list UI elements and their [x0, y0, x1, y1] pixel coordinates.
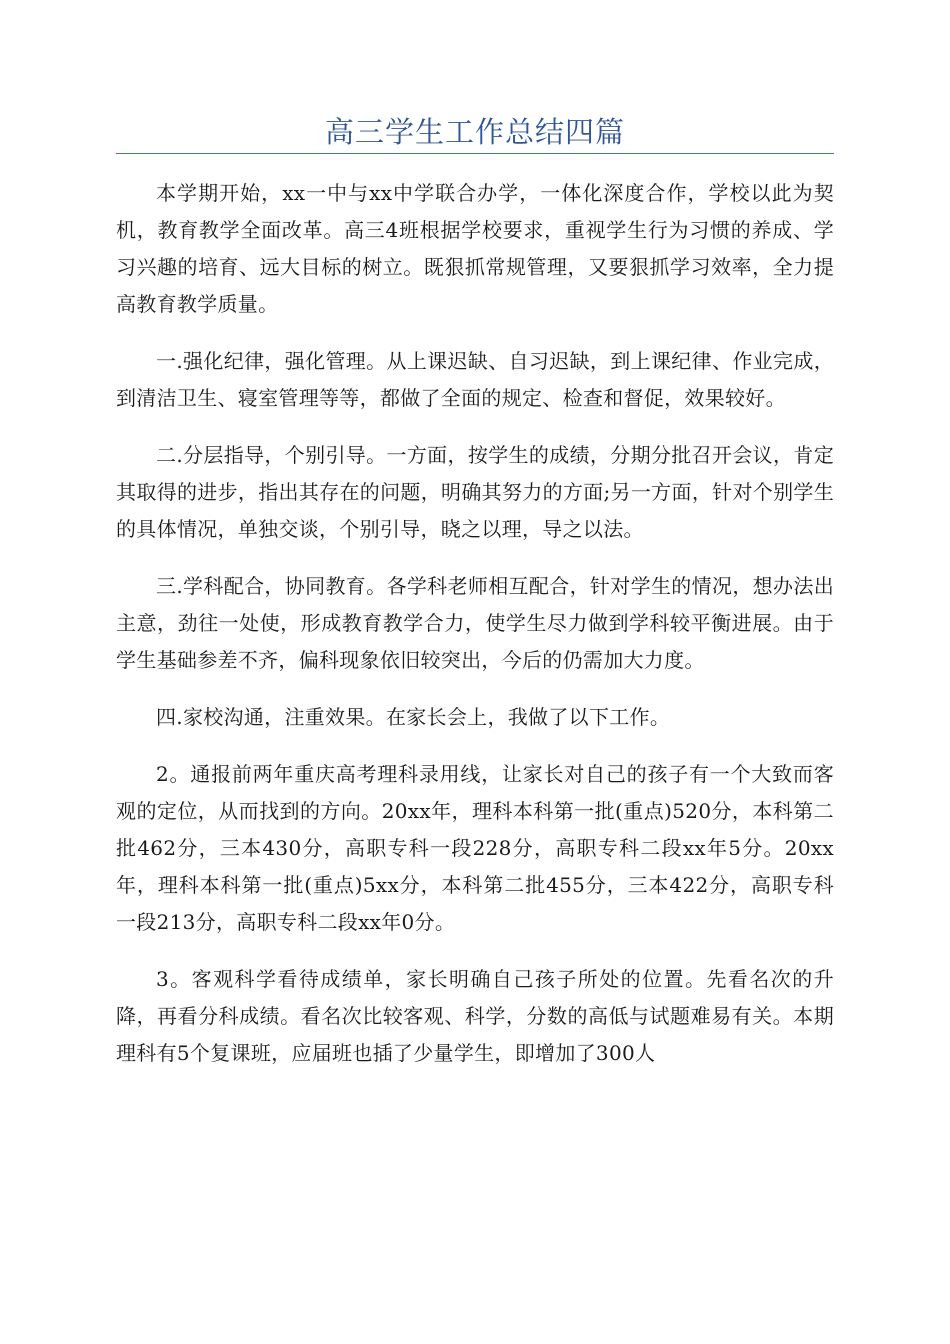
title-underline	[116, 153, 834, 154]
paragraph-item-2: 二.分层指导，个别引导。一方面，按学生的成绩，分期分批召开会议，肯定其取得的进步，指出其存在的问题，明确其努力的方面;另一方面，针对个别学生的具体情况，单独交谈，个别引导，晓之以理，导之以法。	[116, 443, 834, 541]
document-title: 高三学生工作总结四篇	[324, 115, 625, 149]
paragraph-point-3: 3。客观科学看待成绩单，家长明确自己孩子所处的位置。先看名次的升降，再看分科成绩。看名次比较客观、科学，分数的高低与试题难易有关。本期理科有5个复课班，应届班也插了少量学生，即增加了300人	[116, 967, 834, 1065]
paragraph-point-2: 2。通报前两年重庆高考理科录用线，让家长对自己的孩子有一个大致而客观的定位，从而找到的方向。20xx年，理科本科第一批(重点)520分，本科第二批462分，三本430分，高职专科一段228分，高职专科二段xx年5分。20xx年，理科本科第一批(重点)5xx分，本科第二批455分，三本422分，高职专科一段213分，高职专科二段xx年0分。	[116, 762, 834, 934]
paragraph-item-4: 四.家校沟通，注重效果。在家长会上，我做了以下工作。	[156, 705, 671, 729]
paragraph-item-1: 一.强化纪律，强化管理。从上课迟缺、自习迟缺，到上课纪律、作业完成，到清洁卫生、寝室管理等等，都做了全面的规定、检查和督促，效果较好。	[116, 349, 834, 410]
document-body	[116, 175, 834, 1092]
paragraph-intro: 本学期开始，xx一中与xx中学联合办学，一体化深度合作，学校以此为契机，教育教学全面改革。高三4班根据学校要求，重视学生行为习惯的养成、学习兴趣的培育、远大目标的树立。既狠抓常规管理，又要狠抓学习效率，全力提高教育教学质量。	[116, 181, 834, 316]
paragraph-item-3: 三.学科配合，协同教育。各学科老师相互配合，针对学生的情况，想办法出主意，劲往一处使，形成教育教学合力，使学生尽力做到学科较平衡进展。由于学生基础参差不齐，偏科现象依旧较突出，今后的仍需加大力度。	[116, 574, 834, 672]
